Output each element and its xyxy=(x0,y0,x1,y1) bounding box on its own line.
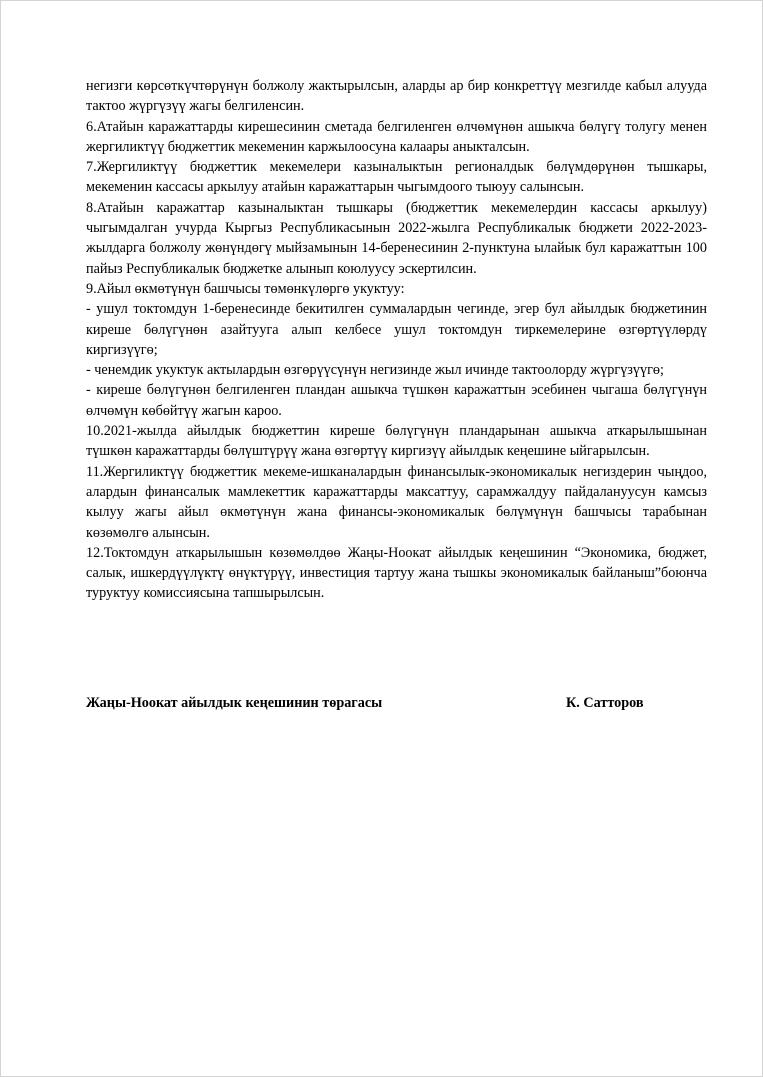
paragraph-item-12: 12.Токтомдун аткарылышын көзөмөлдөө Жаңы-Ноокат айылдык кеңешинин “Экономика, бюджет, салык, ишкердүүлүктү өнүктүрүү, инвестиция тартуу жана тышкы экономикалык байланыш”боюнча туруктуу комиссиясына тапшырылсын. xyxy=(86,544,707,602)
paragraph-item-11: 11.Жергиликтүү бюджеттик мекеме-ишканалардын финансылык-экономикалык негиздерин чыңдоо, алардын финансалык мамлекеттик каражаттарды максаттуу, сарамжалдуу пайдалануусун камсыз кылуу жагы айыл өкмөтүнүн жана финансы-экономикалык бөлүмүнүн башчысы тарабынан көзөмөлгө алынсын. xyxy=(86,463,707,541)
paragraph-item-9: 9.Айыл өкмөтүнүн башчысы төмөнкүлөргө укуктуу: xyxy=(86,280,405,297)
paragraph-item-9-sub-1: - ушул токтомдун 1-беренесинде бекитилген суммалардын чегинде, эгер бул айылдык бюджетинин киреше бөлүгүнөн азайтууга алып келбесе ушул токтомдун тиркемелерине өзгөртүүлөрдү киргизүүгө; xyxy=(86,301,707,358)
paragraph-item-8: 8.Атайын каражаттар казыналыктан тышкары (бюджеттик мекемелердин кассасы аркылуу) чыгымдалган учурда Кыргыз Республикасынын 2022-жылга Республикалык бюджети 2022-2023-жылдарга болжолу жөнүндөгү мыйзамынын 14-беренесинин 2-пунктуна ылайык бул каражаттын 100 пайыз Республикалык бюджетке алынып коюлуусу эскертилсин. xyxy=(86,199,707,277)
document-body xyxy=(86,76,707,604)
paragraph-item-9-sub-2: - ченемдик укуктук актылардын өзгөрүүсүнүн негизинде жыл ичинде тактоолорду жүргүзүүгө; xyxy=(86,362,664,379)
signature-block xyxy=(86,695,666,717)
paragraph-item-7: 7.Жергиликтүү бюджеттик мекемелери казыналыктын регионалдык бөлүмдөрүнөн тышкары, мекеменин кассасы аркылуу атайын каражаттарын чыгымдоого тыюуу салынсын. xyxy=(86,159,707,196)
paragraph-item-10: 10.2021-жылда айылдык бюджеттин киреше бөлүгүнүн пландарынан ашыкча аткарылышынан түшкөн каражаттарды бөлүштүрүү жана өзгөртүү киргизүү айылдык кеңешине ыйгарылсын. xyxy=(86,423,707,460)
signatory-title: Жаңы-Ноокат айылдык кеңешинин төрагасы xyxy=(86,695,383,711)
signatory-name: К. Сатторов xyxy=(566,695,644,711)
paragraph-item-6: 6.Атайын каражаттарды кирешесинин сметада белгиленген өлчөмүнөн ашыкча бөлүгү толугу менен жергиликтүү бюджеттик мекеменин каржылоосуна калаары аныкталсын. xyxy=(86,118,707,155)
paragraph-item-9-sub-3: - киреше бөлүгүнөн белгиленген пландан ашыкча түшкөн каражаттын эсебинен чыгаша бөлүгүнүн өлчөмүн көбөйтүү жагын кароо. xyxy=(86,382,707,419)
paragraph-continuation: негизги көрсөткүчтөрүнүн болжолу жактырылсын, аларды ар бир конкреттүү мезгилде кабыл алууда тактоо жүргүзүү жагы белгиленсин. xyxy=(86,78,707,115)
